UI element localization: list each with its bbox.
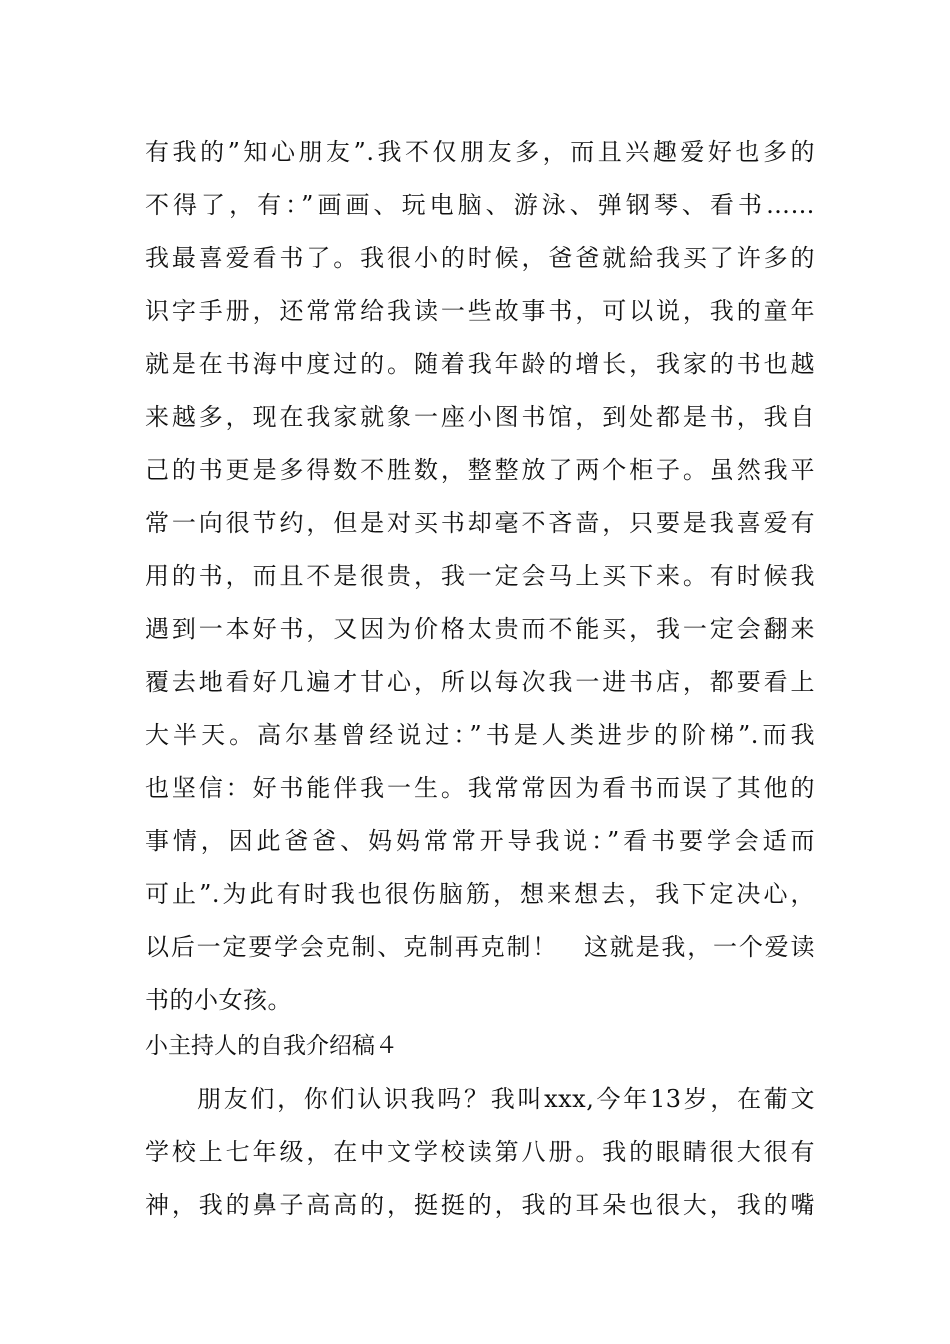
paragraph-line: 学校上七年级，在中文学校读第八册。我的眼睛很大很有	[145, 1138, 815, 1166]
heading-text: 小主持人的自我介绍稿４	[145, 1033, 398, 1059]
paragraph-line: 事情，因此爸爸、妈妈常常开导我说：”看书要学会适而	[145, 827, 815, 855]
paragraph-1	[145, 126, 815, 1027]
paragraph-line: 也坚信：好书能伴我一生。我常常因为看书而误了其他的	[145, 774, 815, 802]
paragraph-line: 己的书更是多得数不胜数，整整放了两个柜子。虽然我平	[145, 456, 815, 484]
paragraph-2	[145, 1073, 815, 1232]
paragraph-line: 书的小女孩。	[145, 986, 292, 1014]
paragraph-line: 以后一定要学会克制、克制再克制！ 这就是我，一个爱读	[145, 933, 815, 961]
paragraph-line: 有我的”知心朋友”.我不仅朋友多，而且兴趣爱好也多的	[145, 138, 815, 166]
paragraph-line: 朋友们，你们认识我吗？我叫xxx,今年13岁，在葡文	[197, 1085, 815, 1113]
paragraph-line: 我最喜爱看书了。我很小的时候，爸爸就給我买了许多的	[145, 244, 815, 272]
paragraph-line: 可止”.为此有时我也很伤脑筋，想来想去，我下定决心，	[145, 880, 815, 908]
paragraph-line: 就是在书海中度过的。随着我年龄的增长，我家的书也越	[145, 350, 815, 378]
paragraph-line: 大半天。高尔基曾经说过：”书是人类进步的阶梯”.而我	[145, 721, 815, 749]
paragraph-line: 覆去地看好几遍才甘心，所以每次我一进书店，都要看上	[145, 668, 815, 696]
section-heading	[145, 1020, 815, 1073]
paragraph-line: 常一向很节约，但是对买书却毫不吝啬，只要是我喜爱有	[145, 509, 815, 537]
paragraph-line: 识字手册，还常常给我读一些故事书，可以说，我的童年	[145, 297, 815, 325]
paragraph-line: 遇到一本好书，又因为价格太贵而不能买，我一定会翻来	[145, 615, 815, 643]
paragraph-line: 神，我的鼻子高高的，挺挺的，我的耳朵也很大，我的嘴	[145, 1191, 815, 1219]
paragraph-line: 来越多，现在我家就象一座小图书馆，到处都是书，我自	[145, 403, 815, 431]
paragraph-line: 用的书，而且不是很贵，我一定会马上买下来。有时候我	[145, 562, 815, 590]
paragraph-line: 不得了，有：”画画、玩电脑、游泳、弹钢琴、看书……	[145, 191, 815, 219]
